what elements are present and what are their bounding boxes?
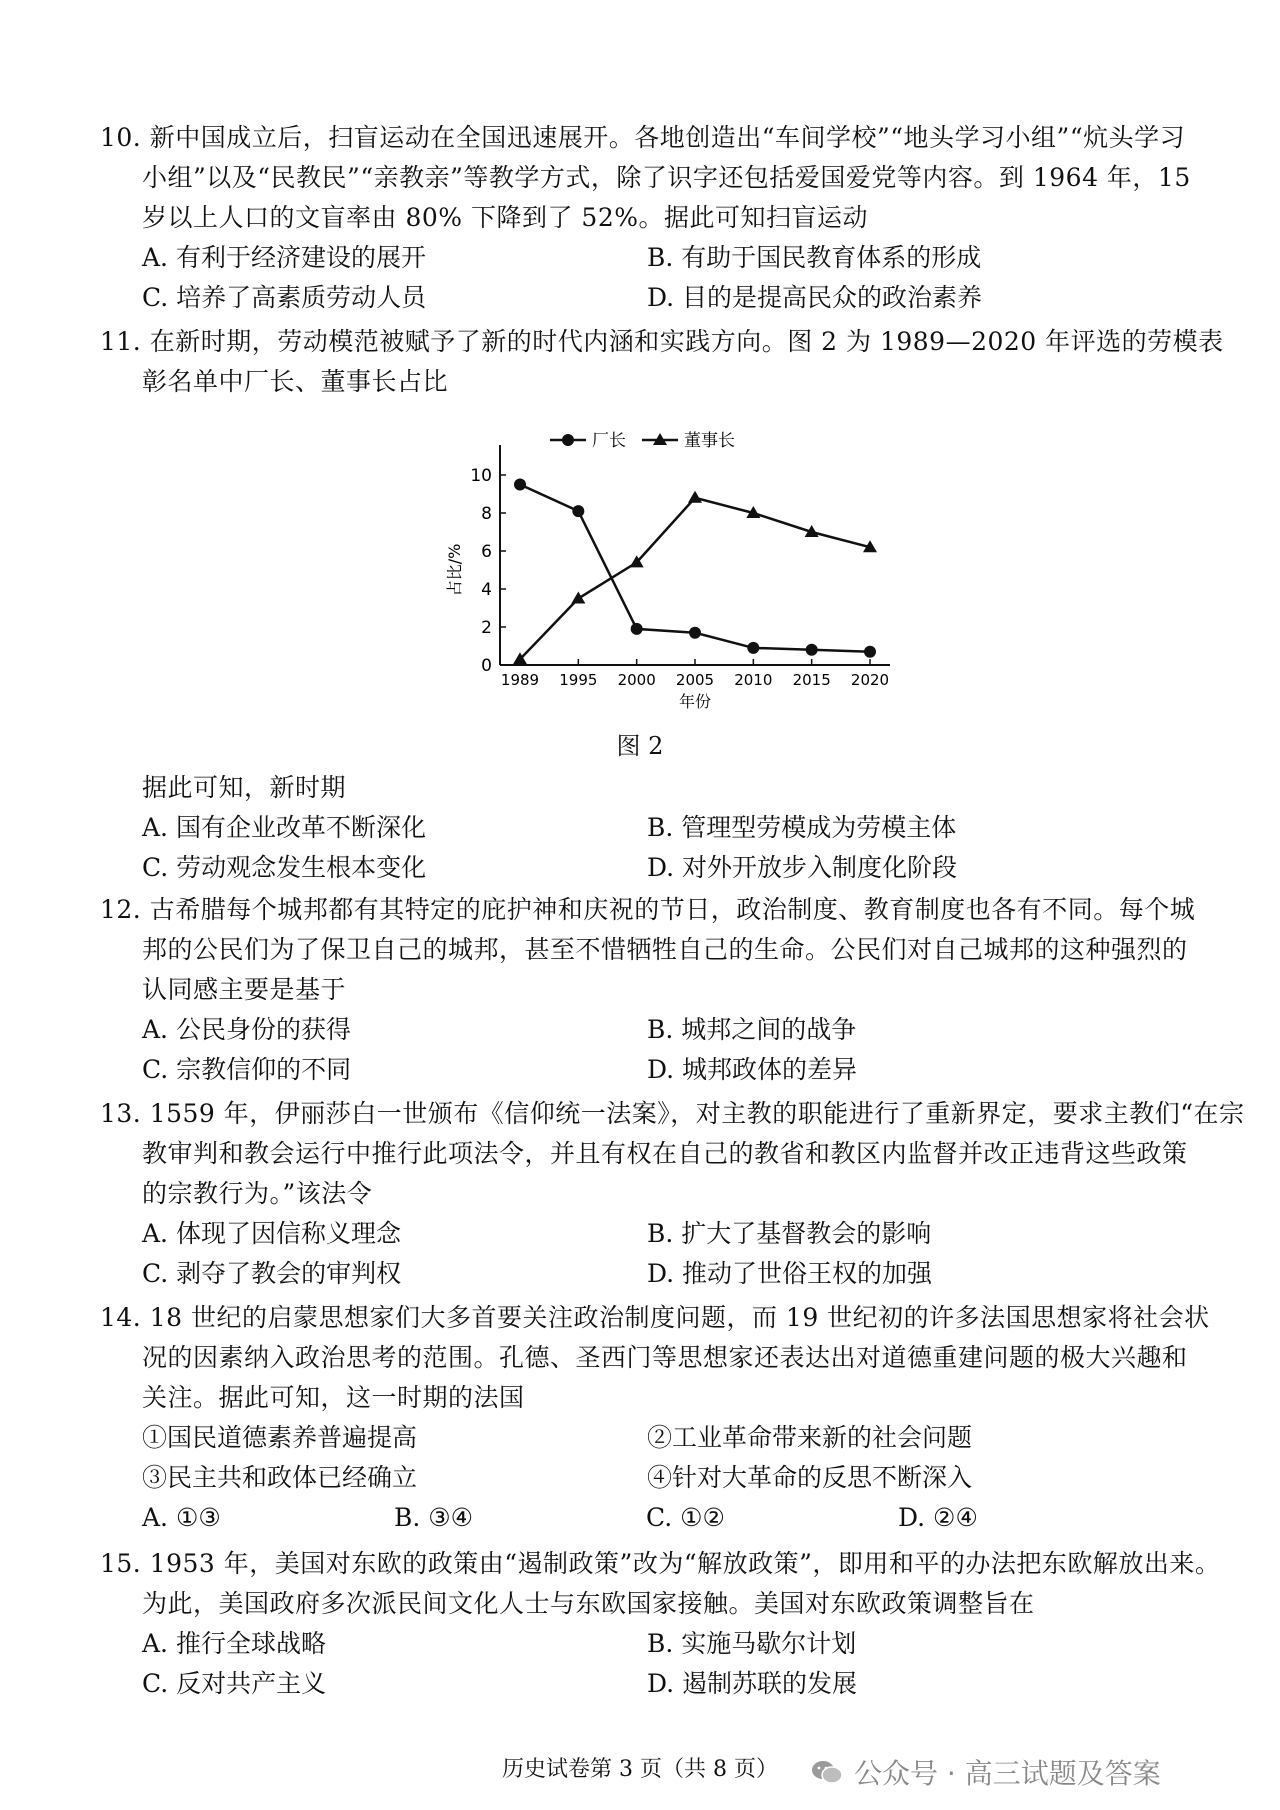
option-b: B. 实施马歇尔计划: [647, 1629, 857, 1658]
option-d: D. 推动了世俗王权的加强: [647, 1259, 933, 1288]
option-a: A. ①③: [142, 1503, 221, 1532]
question-13-line: 的宗教行为。”该法令: [142, 1179, 373, 1208]
x-tick-label: 2020: [850, 671, 890, 689]
question-14-line: 况的因素纳入政治思考的范围。孔德、圣西门等思想家还表达出对道德重建问题的极大兴趣和: [142, 1343, 1188, 1372]
question-11-stem-text: 据此可知，新时期: [142, 773, 347, 802]
option-b: B. 有助于国民教育体系的形成: [647, 243, 982, 272]
option-b: B. 扩大了基督教会的影响: [647, 1219, 932, 1248]
line-chart: [430, 420, 910, 710]
data-point: [572, 505, 584, 517]
question-12: [100, 890, 1210, 1090]
y-tick-label: 0: [481, 656, 492, 676]
option-b: B. 管理型劳模成为劳模主体: [647, 813, 957, 842]
data-point: [631, 623, 643, 635]
legend-label: 厂长: [592, 431, 626, 451]
option-d: D. 城邦政体的差异: [647, 1055, 858, 1084]
statement-3: ③民主共和政体已经确立: [142, 1463, 418, 1492]
option-d: D. 对外开放步入制度化阶段: [647, 853, 958, 882]
data-point: [747, 642, 759, 654]
x-tick-label: 2010: [734, 671, 773, 689]
question-10: [100, 118, 1210, 318]
question-10-line: 小组”以及“民教民”“亲教亲”等教学方式，除了识字还包括爱国爱党等内容。到 1964 年，15: [142, 163, 1191, 192]
y-tick-label: 2: [481, 618, 492, 638]
figure-caption: 图 2: [616, 732, 664, 760]
option-a: A. 公民身份的获得: [142, 1015, 351, 1044]
watermark: [810, 1752, 1161, 1792]
statement-1: ①国民道德素养普遍提高: [142, 1423, 418, 1452]
question-13: [100, 1094, 1245, 1294]
question-14: [100, 1298, 1210, 1538]
data-point: [689, 627, 701, 639]
data-point: [571, 592, 585, 604]
question-11: [100, 322, 1224, 402]
x-tick-label: 2015: [792, 671, 831, 689]
question-15: [100, 1544, 1221, 1704]
option-c: C. 培养了高素质劳动人员: [142, 283, 427, 312]
x-tick-label: 2000: [617, 671, 656, 689]
option-c: C. 剥夺了教会的审判权: [142, 1259, 402, 1288]
wechat-icon: [810, 1758, 844, 1786]
data-point: [864, 646, 876, 658]
y-tick-label: 6: [481, 542, 492, 562]
question-10-line: 岁以上人口的文盲率由 80% 下降到了 52%。据此可知扫盲运动: [142, 203, 868, 232]
y-tick-label: 8: [481, 504, 492, 524]
y-axis-label: 占比/%: [445, 543, 464, 597]
question-13-line: 教审判和教会运行中推行此项法令，并且有权在自己的教省和教区内监督并改正违背这些政策: [142, 1139, 1188, 1168]
option-d: D. ②④: [898, 1503, 978, 1532]
question-11-stem: [100, 768, 1210, 888]
x-tick-label: 1989: [500, 671, 540, 689]
chart-series: [513, 479, 877, 665]
question-12-line: 12. 古希腊每个城邦都有其特定的庇护神和庆祝的节日，政治制度、教育制度也各有不同。每个城: [100, 895, 1196, 924]
x-tick-label: 2005: [675, 671, 715, 689]
question-10-line: 10. 新中国成立后，扫盲运动在全国迅速展开。各地创造出“车间学校”“地头学习小组”“炕头学习: [100, 123, 1186, 152]
page-footer: 历史试卷第 3 页（共 8 页）: [502, 1757, 778, 1782]
question-11-line: 11. 在新时期，劳动模范被赋予了新的时代内涵和实践方向。图 2 为 1989—2020 年评选的劳模表: [100, 327, 1224, 356]
option-b: B. ③④: [394, 1503, 474, 1532]
question-14-line: 14. 18 世纪的启蒙思想家们大多首要关注政治制度问题，而 19 世纪初的许多法国思想家将社会状: [100, 1303, 1210, 1332]
x-axis-label: 年份: [678, 692, 712, 710]
option-a: A. 体现了因信称义理念: [142, 1219, 401, 1248]
series-line: [520, 485, 870, 652]
x-tick-label: 1995: [559, 671, 598, 689]
data-point: [688, 491, 702, 503]
question-11-line: 彰名单中厂长、董事长占比: [142, 367, 449, 396]
option-a: A. 推行全球战略: [142, 1629, 326, 1658]
data-point: [806, 644, 818, 656]
legend-label: 董事长: [684, 431, 735, 451]
data-point: [562, 434, 574, 446]
y-tick-label: 10: [470, 466, 492, 486]
question-13-line: 13. 1559 年，伊丽莎白一世颁布《信仰统一法案》，对主教的职能进行了重新界定，要求主教们“在宗: [100, 1099, 1245, 1128]
option-a: A. 国有企业改革不断深化: [142, 813, 426, 842]
option-c: C. 劳动观念发生根本变化: [142, 853, 427, 882]
option-c: C. ①②: [646, 1503, 725, 1532]
question-15-line: 15. 1953 年，美国对东欧的政策由“遏制政策”改为“解放政策”，即用和平的办法把东欧解放出来。: [100, 1549, 1221, 1578]
chart-axes: [445, 445, 890, 710]
watermark-text: 公众号 · 高三试题及答案: [854, 1757, 1161, 1790]
option-d: D. 目的是提高民众的政治素养: [647, 283, 983, 312]
option-c: C. 反对共产主义: [142, 1669, 327, 1698]
question-15-line: 为此，美国政府多次派民间文化人士与东欧国家接触。美国对东欧政策调整旨在: [142, 1589, 1035, 1618]
chart-legend: [550, 431, 735, 451]
statement-2: ②工业革命带来新的社会问题: [647, 1423, 973, 1452]
option-a: A. 有利于经济建设的展开: [142, 243, 426, 272]
option-b: B. 城邦之间的战争: [647, 1015, 857, 1044]
question-12-line: 邦的公民们为了保卫自己的城邦，甚至不惜牺牲自己的生命。公民们对自己城邦的这种强烈的: [142, 935, 1188, 964]
question-12-line: 认同感主要是基于: [142, 975, 347, 1004]
option-c: C. 宗教信仰的不同: [142, 1055, 352, 1084]
y-tick-label: 4: [481, 580, 492, 600]
option-d: D. 遏制苏联的发展: [647, 1669, 858, 1698]
statement-4: ④针对大革命的反思不断深入: [647, 1463, 973, 1492]
data-point: [514, 479, 526, 491]
question-14-line: 关注。据此可知，这一时期的法国: [142, 1383, 525, 1412]
